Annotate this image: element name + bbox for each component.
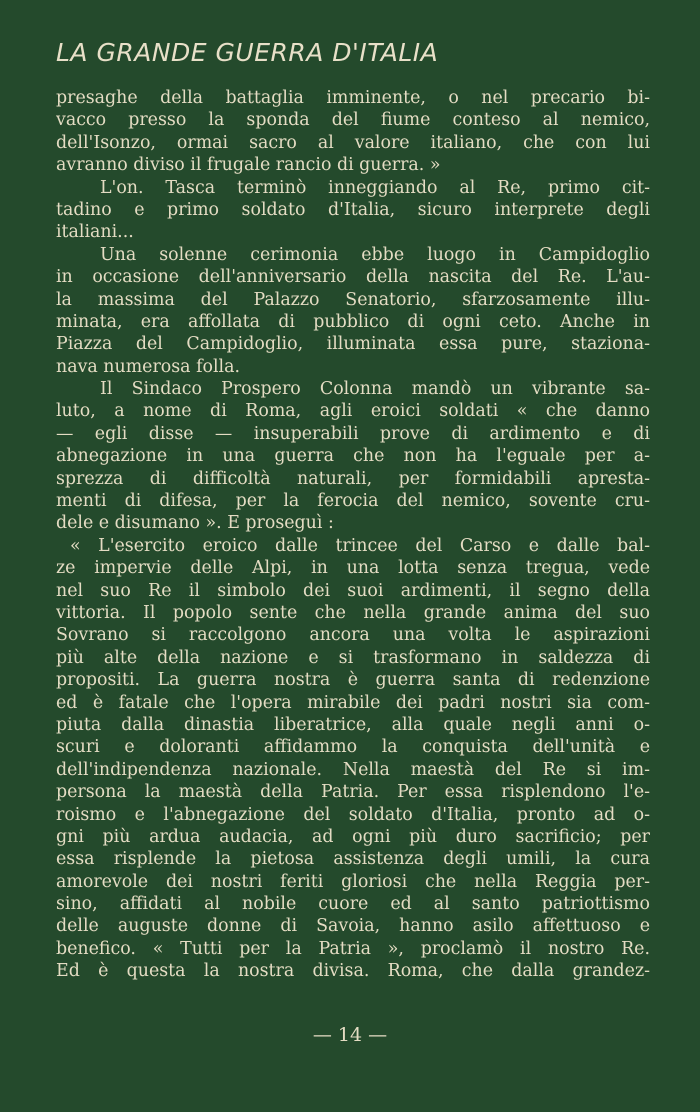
paragraph-start-line: « L'esercito eroico dalle trincee del Carso e dalle bal-	[70, 535, 650, 556]
text-line: ed è fatale che l'opera mirabile dei padri nostri sia com-	[56, 692, 650, 713]
text-line: abnegazione in una guerra che non ha l'eguale per a-	[56, 446, 650, 467]
text-line: amorevole dei nostri feriti gloriosi che nella Reggia per-	[56, 871, 650, 892]
text-line: vittoria. Il popolo sente che nella grande anima del suo	[56, 602, 650, 623]
text-line: gni più ardua audacia, ad ogni più duro sacrificio; per	[56, 826, 650, 847]
text-line: italiani...	[56, 222, 134, 243]
text-line: benefico. « Tutti per la Patria », proclamò il nostro Re.	[56, 938, 650, 959]
text-line: dell'Isonzo, ormai sacro al valore italiano, che con lui	[56, 132, 650, 153]
text-line: piuta dalla dinastia liberatrice, alla quale negli anni o-	[56, 714, 650, 735]
text-line: menti di difesa, per la ferocia del nemico, sovente cru-	[56, 491, 650, 512]
running-title: LA GRANDE GUERRA D'ITALIA	[56, 38, 439, 67]
text-line: dele e disumano ». E proseguì :	[56, 513, 334, 534]
text-line: essa risplende la pietosa assistenza degli umili, la cura	[56, 849, 650, 870]
text-line: nava numerosa folla.	[56, 356, 241, 377]
text-line: persona la maestà della Patria. Per essa risplendono l'e-	[56, 782, 650, 803]
text-line: più alte della nazione e si trasformano in saldezza di	[56, 647, 650, 668]
text-line: presaghe della battaglia imminente, o nel precario bi-	[56, 88, 650, 108]
text-line: delle auguste donne di Savoia, hanno asilo affettuoso e	[56, 916, 650, 937]
page-number: — 14 —	[312, 1024, 388, 1046]
text-line: Ed è questa la nostra divisa. Roma, che dalla grandez-	[56, 961, 650, 982]
text-line: in occasione dell'anniversario della nascita del Re. L'au-	[56, 267, 650, 288]
text-line: roismo e l'abnegazione del soldato d'Italia, pronto ad o-	[56, 804, 650, 825]
text-line: avranno diviso il frugale rancio di guerra. »	[56, 155, 441, 176]
paragraph-start-line: L'on. Tasca terminò inneggiando al Re, primo cit-	[100, 177, 650, 198]
text-line: — egli disse — insuperabili prove di ardimento e di	[56, 423, 650, 444]
text-line: nel suo Re il simbolo dei suoi ardimenti, il segno della	[56, 580, 650, 601]
text-line: propositi. La guerra nostra è guerra santa di redenzione	[56, 670, 650, 691]
text-line: vacco presso la sponda del fiume conteso al nemico,	[56, 110, 650, 131]
text-line: dell'indipendenza nazionale. Nella maestà del Re si im-	[56, 759, 650, 780]
text-line: la massima del Palazzo Senatorio, sfarzosamente illu-	[56, 289, 650, 310]
text-line: tadino e primo soldato d'Italia, sicuro interprete degli	[56, 199, 650, 220]
body-text	[56, 87, 650, 983]
text-line: sprezza di difficoltà naturali, per formidabili apresta-	[56, 468, 650, 489]
text-line: Piazza del Campidoglio, illuminata essa pure, staziona-	[56, 334, 650, 355]
text-line: luto, a nome di Roma, agli eroici soldati « che danno	[56, 401, 650, 422]
paragraph-start-line: Una solenne cerimonia ebbe luogo in Campidoglio	[100, 244, 650, 265]
text-line: sino, affidati al nobile cuore ed al santo patriottismo	[56, 894, 650, 915]
text-line: ze impervie delle Alpi, in una lotta senza tregua, vede	[56, 558, 650, 579]
text-line: scuri e doloranti affidammo la conquista dell'unità e	[56, 737, 650, 758]
paragraph-start-line: Il Sindaco Prospero Colonna mandò un vibrante sa-	[100, 379, 650, 400]
text-line: minata, era affollata di pubblico di ogni ceto. Anche in	[56, 311, 650, 332]
text-line: Sovrano si raccolgono ancora una volta le aspirazioni	[56, 625, 650, 646]
